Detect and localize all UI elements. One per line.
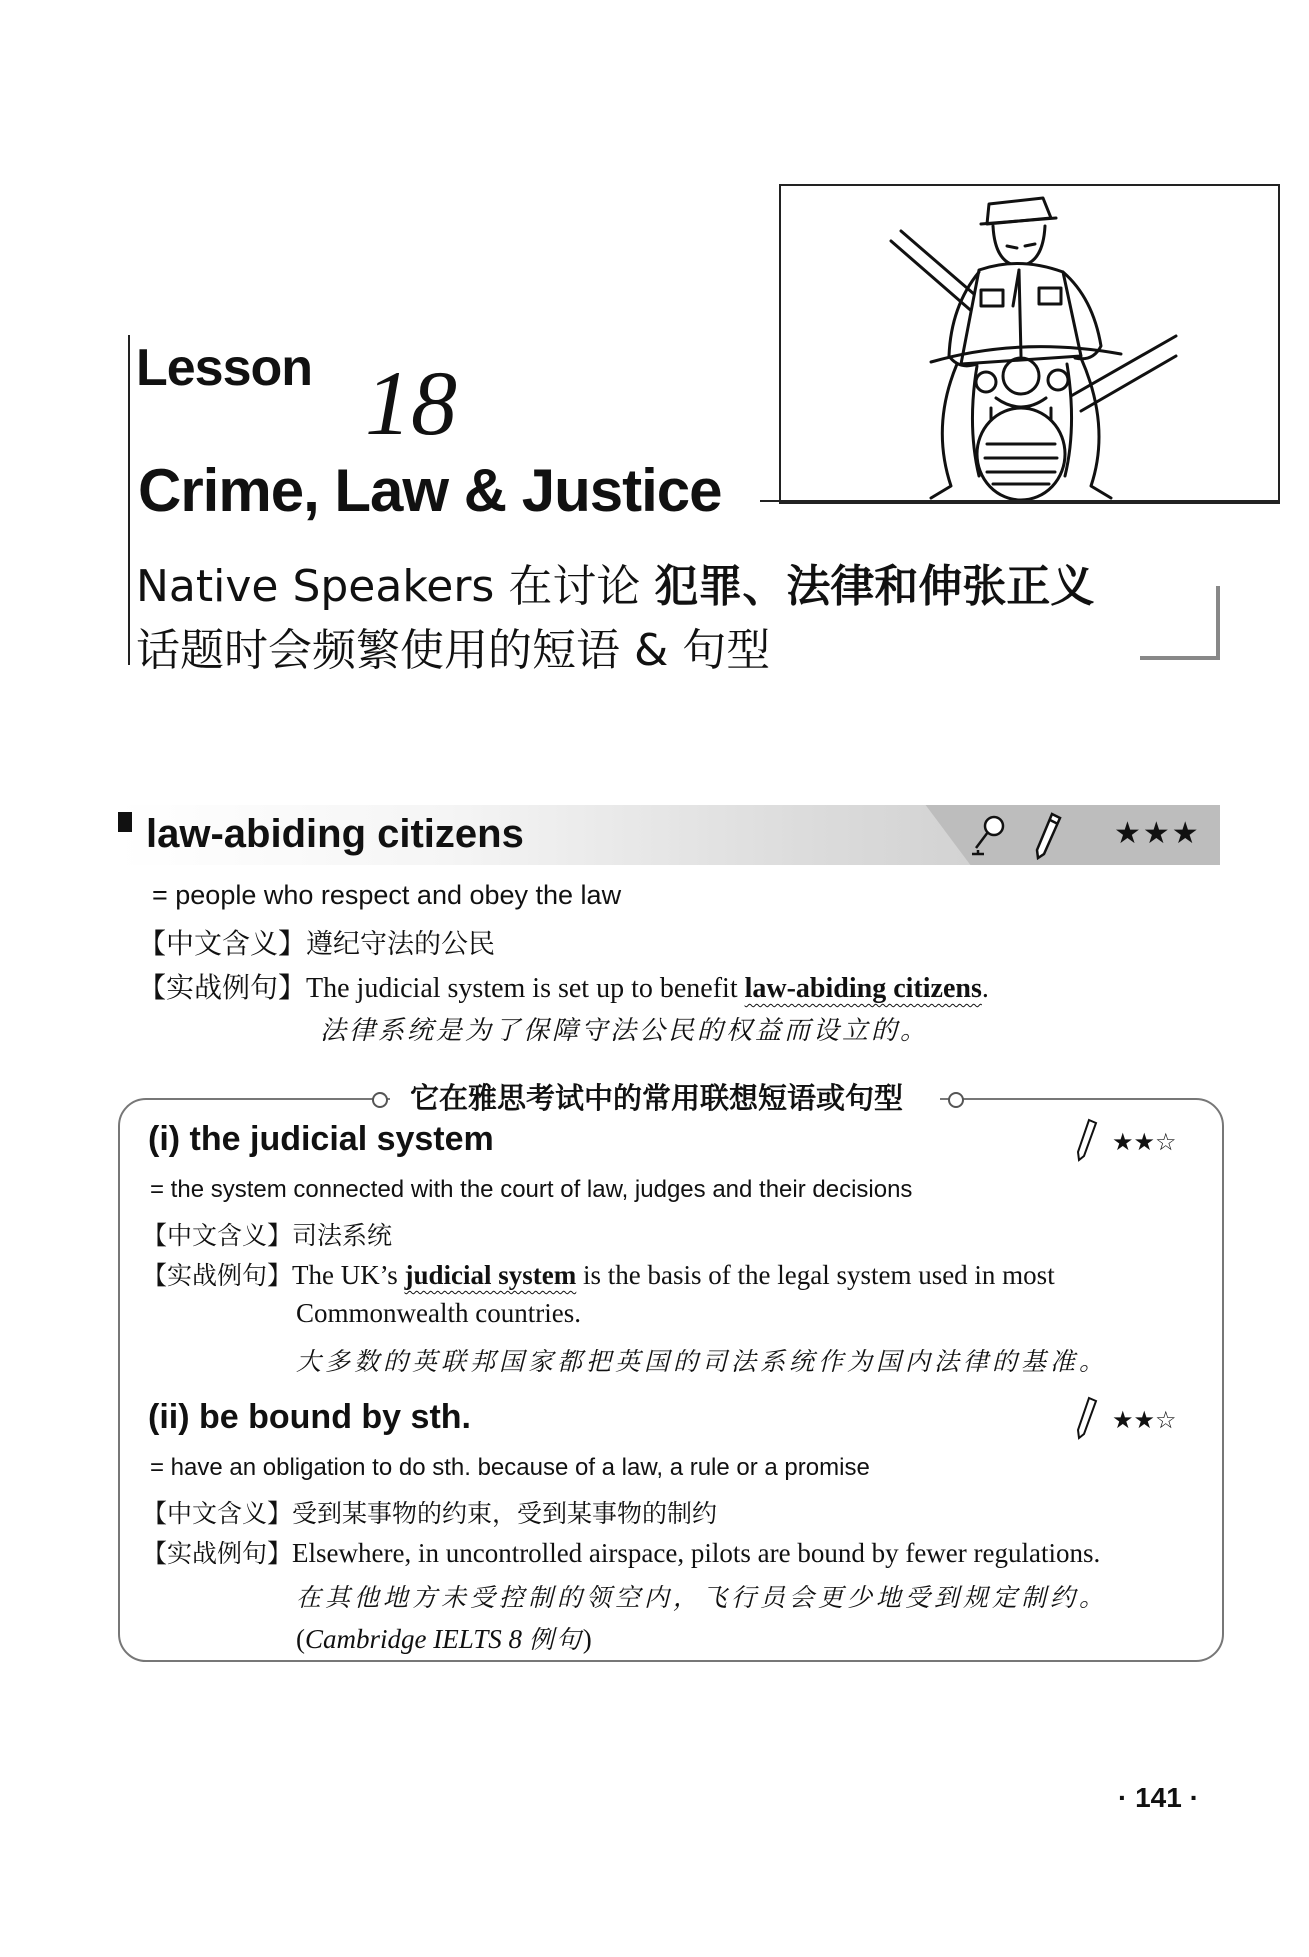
heading-circle-left-icon xyxy=(372,1092,388,1108)
phrase-i-definition: = the system connected with the court of law, judges and their decisions xyxy=(150,1176,913,1203)
lesson-subtitle xyxy=(136,555,1216,683)
phrase-ii-source: (Cambridge IELTS 8 例句) xyxy=(296,1624,592,1654)
example-text-before: The judicial system is set up to benefit xyxy=(306,973,745,1004)
pencil-icon xyxy=(1075,1118,1099,1162)
source-title: Cambridge IELTS 8 xyxy=(305,1624,522,1654)
phrase-ii-example-row xyxy=(142,1534,1100,1570)
entry-example-row xyxy=(138,966,989,1006)
chinese-meaning-text: 司法系统 xyxy=(292,1221,393,1250)
heading-dotted-line-left xyxy=(240,1098,380,1100)
police-motorcycle-icon xyxy=(781,186,1278,502)
subtitle-line2: 话题时会频繁使用的短语 & 句型 xyxy=(136,625,771,676)
phrase-ii-chinese-meaning-row xyxy=(142,1494,717,1530)
pencil-icon xyxy=(1032,812,1064,860)
example-label: 【实战例句】 xyxy=(138,971,307,1004)
example-text-before: The UK’s xyxy=(292,1260,405,1290)
entry-icons xyxy=(970,812,1210,858)
example-label: 【实战例句】 xyxy=(142,1261,293,1290)
chinese-meaning-text: 遵纪守法的公民 xyxy=(306,929,496,960)
entry-bullet-icon xyxy=(118,812,132,832)
phrase-i-text: the judicial system xyxy=(189,1120,494,1158)
chinese-meaning-label: 【中文含义】 xyxy=(142,1499,293,1528)
page-number: · 141 · xyxy=(1118,1782,1199,1813)
entry-example-translation: 法律系统是为了保障守法公民的权益而设立的。 xyxy=(320,1016,930,1046)
corner-bracket-decoration xyxy=(1140,586,1220,660)
entry-definition: = people who respect and obey the law xyxy=(152,880,622,910)
lesson-number: 18 xyxy=(365,352,457,454)
pencil-icon xyxy=(1075,1396,1099,1440)
example-text-after: . xyxy=(981,973,989,1004)
heading-dotted-line-right xyxy=(965,1098,1105,1100)
phrase-ii-definition: = have an obligation to do sth. because of a law, a rule or a promise xyxy=(150,1454,870,1481)
phrase-i-stars: ★★☆ xyxy=(1112,1128,1177,1156)
subtitle-topic: 犯罪、法律和伸张正义 xyxy=(654,561,1095,612)
phrase-ii-text: be bound by sth. xyxy=(199,1398,471,1436)
microphone-icon xyxy=(970,814,1010,858)
example-label: 【实战例句】 xyxy=(142,1539,293,1568)
phrase-i-example-line2: Commonwealth countries. xyxy=(296,1298,581,1328)
title-underline xyxy=(760,500,1280,502)
phrase-i-title xyxy=(148,1120,494,1159)
example-text-after: is the basis of the legal system used in most xyxy=(576,1260,1055,1290)
lesson-title: Crime, Law & Justice xyxy=(138,457,722,524)
entry-difficulty-stars: ★★★ xyxy=(1114,816,1201,851)
phrase-i-chinese-meaning-row xyxy=(142,1216,392,1252)
entry-title: law-abiding citizens xyxy=(146,812,524,856)
phrase-ii-example-translation: 在其他地方未受控制的领空内，飞行员会更少地受到规定制约。 xyxy=(296,1583,1109,1612)
example-text: Elsewhere, in uncontrolled airspace, pilots are bound by fewer regulations. xyxy=(292,1538,1101,1568)
example-highlight: law-abiding citizens xyxy=(744,973,982,1004)
phrase-i-example-row xyxy=(142,1256,1055,1292)
phrase-ii-title xyxy=(148,1398,471,1437)
chinese-meaning-label: 【中文含义】 xyxy=(138,927,307,960)
phrase-i-example-translation: 大多数的英联邦国家都把英国的司法系统作为国内法律的基准。 xyxy=(296,1347,1109,1376)
heading-circle-right-icon xyxy=(948,1092,964,1108)
associated-heading: 它在雅思考试中的常用联想短语或句型 xyxy=(410,1081,904,1115)
subtitle-lead: Native Speakers 在讨论 xyxy=(136,561,641,612)
entry-chinese-meaning-row xyxy=(138,922,495,962)
source-suffix: 例句 xyxy=(528,1625,583,1654)
example-highlight: judicial system xyxy=(404,1260,577,1290)
phrase-ii-numeral: (ii) xyxy=(148,1398,190,1436)
phrase-ii-stars: ★★☆ xyxy=(1112,1406,1177,1434)
chinese-meaning-label: 【中文含义】 xyxy=(142,1221,293,1250)
chinese-meaning-text: 受到某事物的约束，受到某事物的制约 xyxy=(292,1499,718,1528)
illustration-frame xyxy=(779,184,1280,504)
lesson-label: Lesson xyxy=(136,339,313,397)
phrase-i-numeral: (i) xyxy=(148,1120,181,1158)
